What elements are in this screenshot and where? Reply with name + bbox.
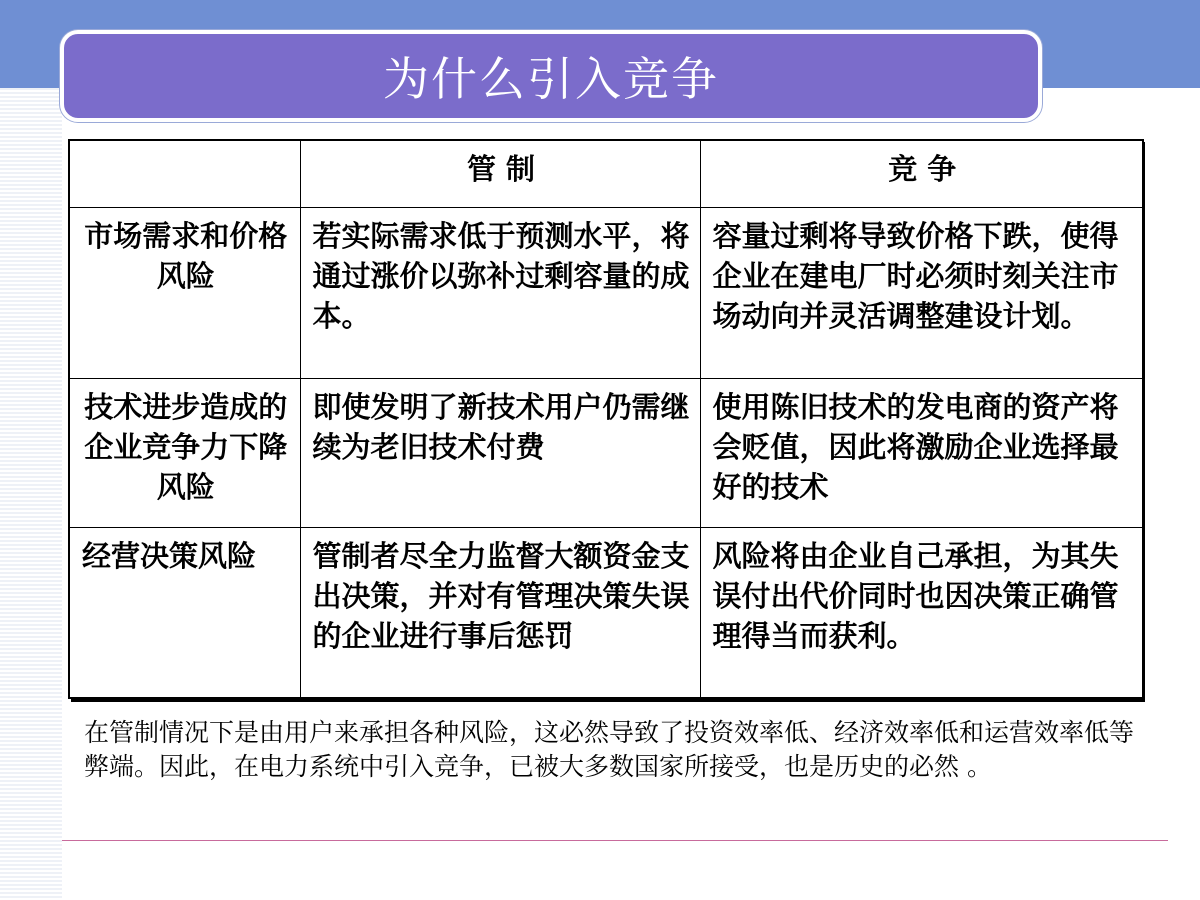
slide-title: 为什么引入竞争 xyxy=(383,52,719,106)
left-decorative-stripe xyxy=(0,88,62,900)
footer-divider xyxy=(62,840,1168,841)
risk-cell: 技术进步造成的企业竞争力下降风险 xyxy=(69,379,300,528)
table-row xyxy=(69,208,1143,379)
regulation-cell: 即使发明了新技术用户仍需继续为老旧技术付费 xyxy=(300,379,700,528)
competition-cell: 风险将由企业自己承担，为其失误付出代价同时也因决策正确管理得当而获利。 xyxy=(700,528,1143,698)
table-header-row xyxy=(69,140,1143,208)
competition-cell: 容量过剩将导致价格下跌，使得企业在建电厂时必须时刻关注市场动向并灵活调整建设计划。 xyxy=(700,208,1143,379)
table-row xyxy=(69,379,1143,528)
header-empty xyxy=(69,140,300,208)
table-row xyxy=(69,528,1143,698)
comparison-table-container xyxy=(68,139,1142,699)
regulation-cell: 管制者尽全力监督大额资金支出决策，并对有管理决策失误的企业进行事后惩罚 xyxy=(300,528,700,698)
comparison-table xyxy=(68,139,1144,699)
title-box xyxy=(60,30,1042,122)
regulation-cell: 若实际需求低于预测水平，将通过涨价以弥补过剩容量的成本。 xyxy=(300,208,700,379)
summary-paragraph: 在管制情况下是由用户来承担各种风险，这必然导致了投资效率低、经济效率低和运营效率低等弊端。因此，在电力系统中引入竞争，已被大多数国家所接受，也是历史的必然 。 xyxy=(84,718,1135,781)
header-regulation: 管 制 xyxy=(300,140,700,208)
risk-cell: 市场需求和价格风险 xyxy=(69,208,300,379)
risk-cell: 经营决策风险 xyxy=(69,528,300,698)
competition-cell: 使用陈旧技术的发电商的资产将会贬值，因此将激励企业选择最好的技术 xyxy=(700,379,1143,528)
header-competition: 竞 争 xyxy=(700,140,1143,208)
